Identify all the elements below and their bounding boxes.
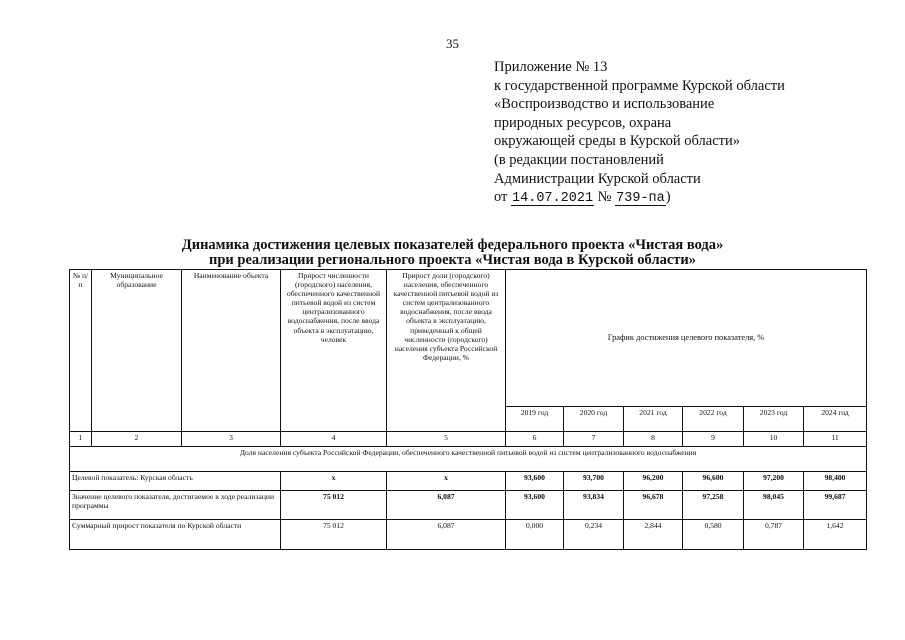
appendix-line: окружающей среды в Курской области» <box>494 133 741 150</box>
row-value: 93,834 <box>564 491 624 520</box>
header-population-growth: Прирост численности (городского) населения, обеспеченного качественной питьевой водой из систем централизованного водоснабжения, после ввода объекта в эксплуатацию, человек <box>281 270 387 432</box>
indicators-table <box>69 269 867 550</box>
row-value: 0,787 <box>744 520 804 550</box>
appendix-date-line <box>494 188 894 207</box>
row-value: 93,600 <box>506 472 564 491</box>
column-number: 1 <box>70 432 92 447</box>
header-year: 2020 год <box>564 407 624 432</box>
header-year: 2022 год <box>683 407 744 432</box>
row-label: Целевой показатель: Курская область <box>70 472 281 491</box>
appendix-block <box>494 58 894 207</box>
table-row <box>70 520 867 550</box>
row-value: 96,678 <box>624 491 683 520</box>
header-year: 2019 год <box>506 407 564 432</box>
column-number: 2 <box>92 432 182 447</box>
table-row <box>70 491 867 520</box>
row-share: 6,087 <box>387 491 506 520</box>
column-number: 7 <box>564 432 624 447</box>
header-number: № п/п <box>70 270 92 432</box>
row-value: 98,400 <box>804 472 867 491</box>
row-label: Суммарный прирост показателя по Курской области <box>70 520 281 550</box>
row-population: 75 012 <box>281 491 387 520</box>
row-value: 97,258 <box>683 491 744 520</box>
resolution-number: 739-па <box>616 191 665 207</box>
closing-paren: ) <box>665 189 671 206</box>
row-value: 1,642 <box>804 520 867 550</box>
column-number: 4 <box>281 432 387 447</box>
column-number: 10 <box>744 432 804 447</box>
row-value: 97,200 <box>744 472 804 491</box>
table-row <box>70 472 867 491</box>
row-value: 99,687 <box>804 491 867 520</box>
table-title-line-1: Динамика достижения целевых показателей федерального проекта «Чистая вода» <box>181 237 724 253</box>
row-value: 96,600 <box>683 472 744 491</box>
header-share-growth: Прирост доли (городского) населения, обеспеченного качественной питьевой водой из систем централизованного водоснабжения, после ввода объекта в эксплуатацию, приведенный к общей численности (городского) населения субъекта Российской Федерации, % <box>387 270 506 432</box>
appendix-line: «Воспроизводство и использование <box>494 96 715 113</box>
row-value: 0,580 <box>683 520 744 550</box>
page-number: 35 <box>446 36 459 51</box>
header-year: 2023 год <box>744 407 804 432</box>
resolution-date: 14.07.2021 <box>512 191 594 207</box>
appendix-line: Приложение № 13 <box>494 59 608 75</box>
column-number: 5 <box>387 432 506 447</box>
row-value: 93,600 <box>506 491 564 520</box>
row-population: х <box>281 472 387 491</box>
row-share: 6,087 <box>387 520 506 550</box>
column-number: 3 <box>182 432 281 447</box>
appendix-line: (в редакции постановлений <box>494 151 664 168</box>
header-municipality: Муниципальное образование <box>92 270 182 432</box>
number-prefix: № <box>597 189 612 206</box>
row-value: 0,000 <box>506 520 564 550</box>
date-prefix: от <box>494 189 508 206</box>
header-year: 2021 год <box>624 407 683 432</box>
appendix-line: природных ресурсов, охрана <box>494 114 672 131</box>
section-heading: Доля населения субъекта Российской Федерации, обеспеченного качественной питьевой водой из систем централизованного водоснабжения <box>70 447 867 472</box>
column-number: 6 <box>506 432 564 447</box>
row-value: 96,200 <box>624 472 683 491</box>
column-number: 8 <box>624 432 683 447</box>
appendix-line: Администрации Курской области <box>494 170 701 187</box>
row-label: Значение целевого показателя, достигаемое в ходе реализации программы <box>70 491 281 520</box>
row-population: 75 012 <box>281 520 387 550</box>
header-year: 2024 год <box>804 407 867 432</box>
row-value: 98,045 <box>744 491 804 520</box>
header-schedule: График достижения целевого показателя, % <box>506 270 867 407</box>
row-value: 2,844 <box>624 520 683 550</box>
header-object: Наименование объекта <box>182 270 281 432</box>
row-value: 0,234 <box>564 520 624 550</box>
row-share: х <box>387 472 506 491</box>
column-number: 11 <box>804 432 867 447</box>
column-number: 9 <box>683 432 744 447</box>
row-value: 93,700 <box>564 472 624 491</box>
appendix-line: к государственной программе Курской области <box>494 77 785 94</box>
table-title-line-2: при реализации регионального проекта «Чистая вода в Курской области» <box>208 252 696 268</box>
